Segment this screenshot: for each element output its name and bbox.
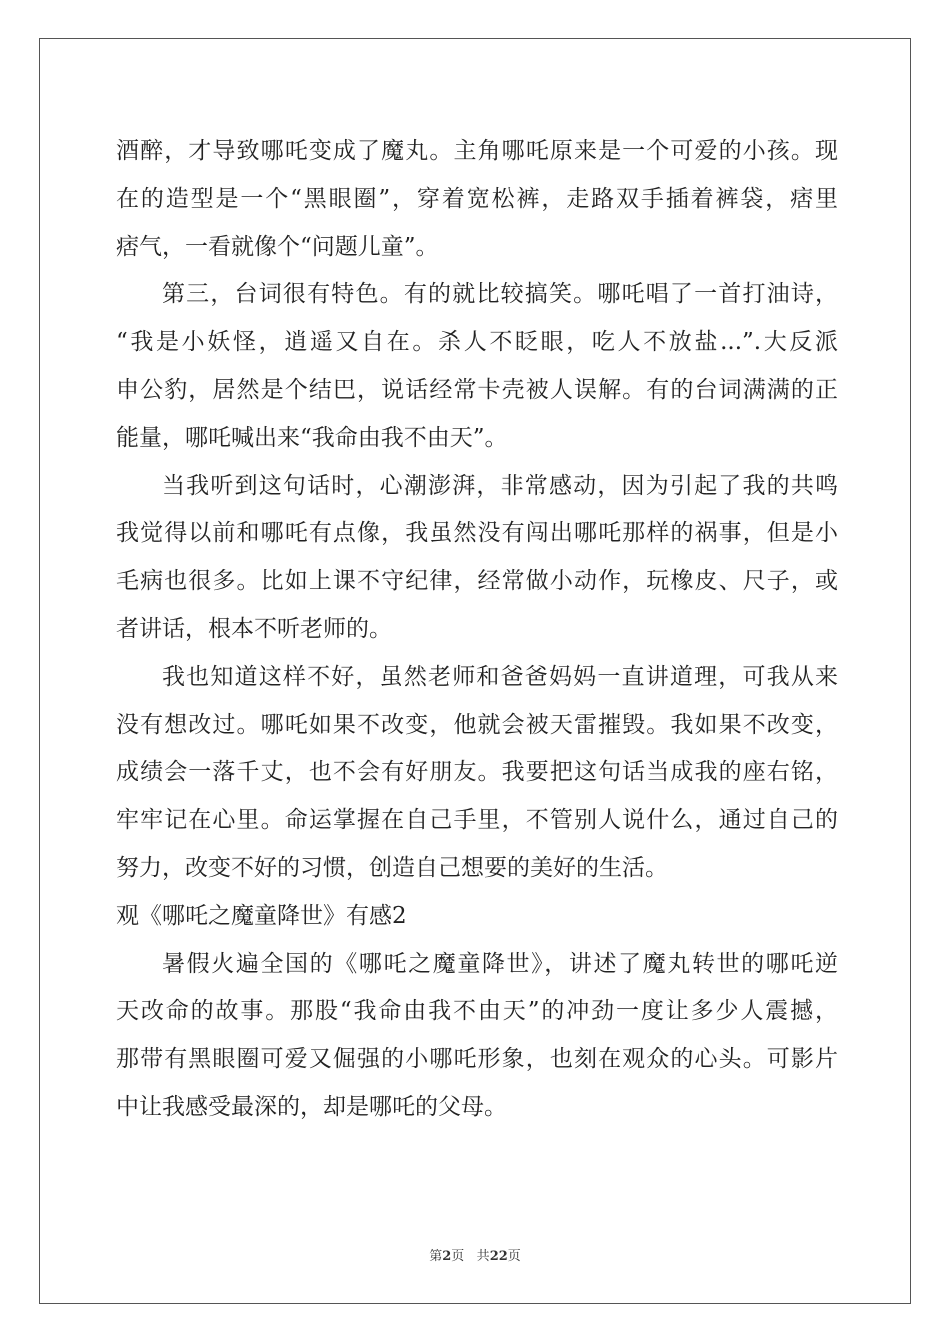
text-line: 那带有黑眼圈可爱又倔强的小哪吒形象，也刻在观众的心头。可影片	[116, 1046, 838, 1073]
text-line: 痞气，一看就像个“问题儿童”。	[116, 233, 439, 260]
text-line: 中让我感受最深的，却是哪吒的父母。	[116, 1093, 507, 1120]
text-line: 努力，改变不好的习惯，创造自己想要的美好的生活。	[116, 854, 668, 881]
text-line: 暑假火遍全国的《哪吒之魔童降世》，讲述了魔丸转世的哪吒逆	[162, 950, 838, 977]
page-current: 2	[442, 1249, 452, 1264]
page-total: 22	[489, 1249, 508, 1264]
text-line: 在的造型是一个“黑眼圈”，穿着宽松裤，走路双手插着裤袋，痞里	[116, 185, 838, 212]
page-prefix: 第	[429, 1249, 443, 1264]
text-line: 天改命的故事。那股“我命由我不由天”的冲劲一度让多少人震撼，	[116, 998, 838, 1025]
text-line: 牢牢记在心里。命运掌握在自己手里，不管别人说什么，通过自己的	[116, 807, 838, 834]
document-body	[116, 128, 838, 1132]
text-line: 当我听到这句话时，心潮澎湃，非常感动，因为引起了我的共鸣	[162, 472, 838, 499]
text-line: 我也知道这样不好，虽然老师和爸爸妈妈一直讲道理，可我从来	[162, 663, 838, 690]
text-line: 能量，哪吒喊出来“我命由我不由天”。	[116, 424, 508, 451]
text-line: 观《哪吒之魔童降世》有感2	[116, 902, 407, 929]
text-line: 申公豹，居然是个结巴，说话经常卡壳被人误解。有的台词满满的正	[116, 376, 838, 403]
page-footer	[0, 1245, 950, 1264]
total-prefix: 共	[476, 1249, 490, 1264]
text-line: 酒醉，才导致哪吒变成了魔丸。主角哪吒原来是一个可爱的小孩。现	[116, 138, 838, 164]
text-line: 第三，台词很有特色。有的就比较搞笑。哪吒唱了一首打油诗，	[162, 281, 838, 308]
text-line: 成绩会一落千丈，也不会有好朋友。我要把这句话当成我的座右铭，	[116, 759, 838, 786]
text-line: 者讲话，根本不听老师的。	[116, 615, 392, 642]
text-line: “我是小妖怪，逍遥又自在。杀人不眨眼，吃人不放盐...”.大反派	[116, 329, 838, 356]
text-line: 毛病也很多。比如上课不守纪律，经常做小动作，玩橡皮、尺子，或	[116, 568, 838, 595]
text-line: 我觉得以前和哪吒有点像，我虽然没有闯出哪吒那样的祸事，但是小	[116, 520, 838, 547]
total-unit: 页	[507, 1249, 521, 1264]
page-unit: 页	[451, 1249, 465, 1264]
text-line: 没有想改过。哪吒如果不改变，他就会被天雷摧毁。我如果不改变，	[116, 711, 838, 738]
